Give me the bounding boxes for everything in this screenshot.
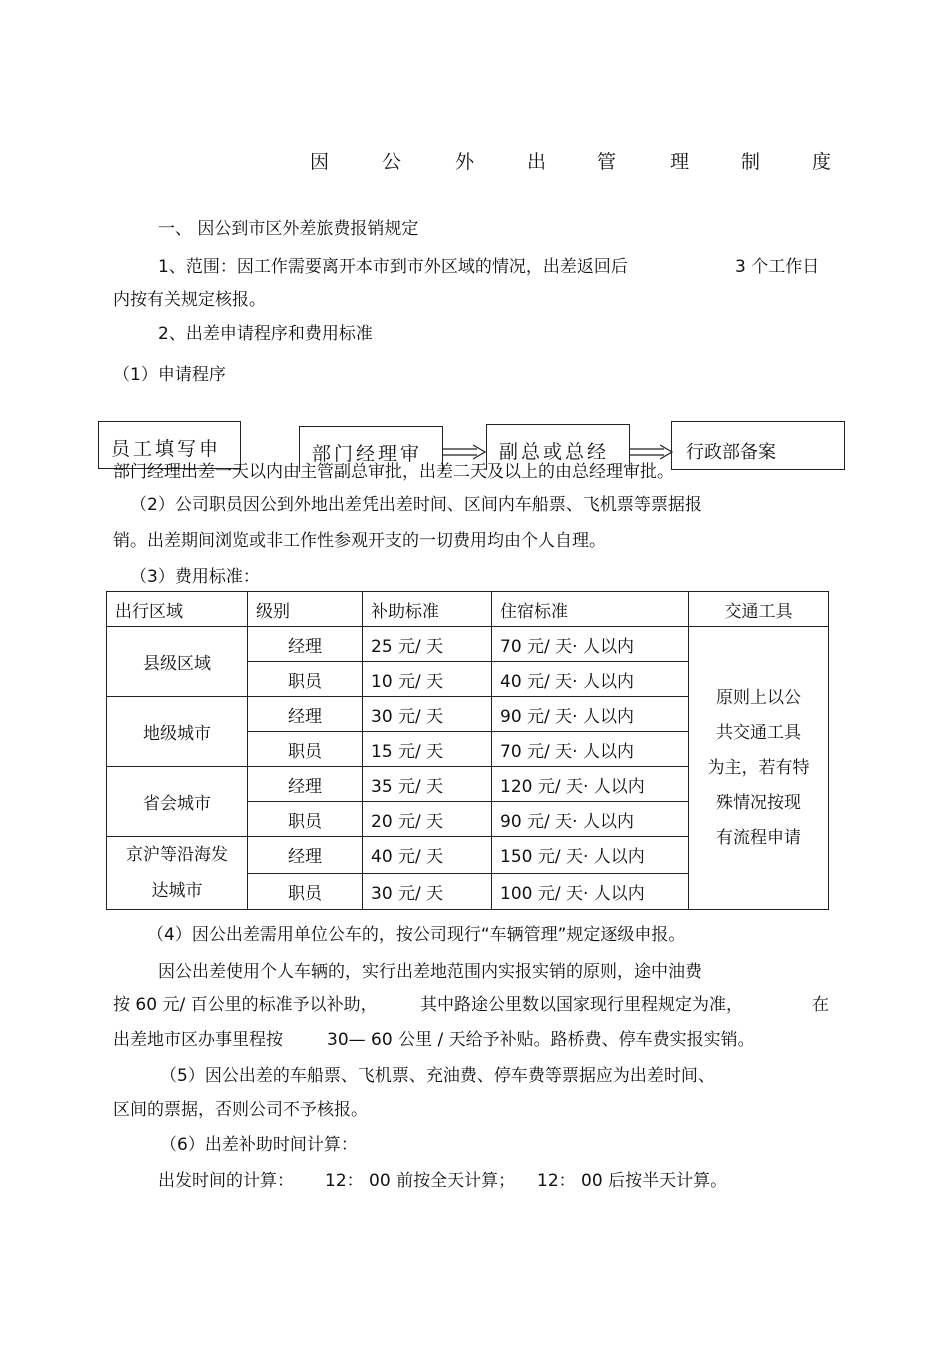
- lodging-cell: 90 元/ 天· 人以内: [492, 802, 689, 837]
- allowance-cell: 35 元/ 天: [363, 767, 492, 802]
- transport-line: 共交通工具: [716, 722, 801, 743]
- fee-standard-table: [106, 591, 829, 910]
- lodging-cell: 100 元/ 天· 人以内: [492, 873, 689, 910]
- sub-4-text: （4）因公出差需用单位公车的，按公司现行“车辆管理”规定逐级申报。: [147, 925, 686, 945]
- lodging-cell: 40 元/ 天· 人以内: [492, 662, 689, 697]
- transport-cell: [689, 627, 829, 910]
- allowance-cell: 25 元/ 天: [363, 627, 492, 662]
- sub-5-line-1: （5）因公出差的车船票、飞机票、充油费、停车费等票据应为出差时间、: [160, 1066, 715, 1086]
- departure-rule-a: 12： 00 前按全天计算；: [325, 1171, 516, 1191]
- level-cell: 职员: [248, 662, 363, 697]
- table-row: [107, 627, 829, 662]
- title-char: 管: [597, 151, 617, 173]
- header-transport: 交通工具: [689, 592, 829, 627]
- departure-label: 出发时间的计算：: [158, 1171, 294, 1191]
- section-heading: 一、 因公到市区外差旅费报销规定: [158, 219, 419, 239]
- allowance-cell: 30 元/ 天: [363, 873, 492, 910]
- approval-note: 部门经理出差一天以内由主管副总审批，出差二天及以上的由总经理审批。: [113, 462, 674, 482]
- level-cell: 职员: [248, 802, 363, 837]
- title-char: 度: [812, 151, 832, 173]
- lodging-cell: 150 元/ 天· 人以内: [492, 837, 689, 874]
- lodging-cell: 90 元/ 天· 人以内: [492, 697, 689, 732]
- region-line: 达城市: [151, 881, 203, 901]
- title-char: 制: [741, 151, 761, 173]
- title-char: 公: [382, 151, 402, 173]
- allowance-cell: 15 元/ 天: [363, 732, 492, 767]
- flow-arrow-icon: [630, 444, 674, 460]
- lodging-cell: 70 元/ 天· 人以内: [492, 732, 689, 767]
- header-allowance: 补助标准: [363, 592, 492, 627]
- region-line: 京沪等沿海发: [126, 845, 228, 865]
- item-2-heading: 2、出差申请程序和费用标准: [158, 324, 373, 344]
- flow-box-label: 部门经理审: [312, 443, 423, 465]
- level-cell: 职员: [248, 873, 363, 910]
- region-cell: 省会城市: [107, 767, 248, 837]
- scope-line-1-end: 3 个工作日: [735, 257, 820, 277]
- flow-box-label: 副总或总经: [499, 441, 610, 463]
- header-region: 出行区域: [107, 592, 248, 627]
- table-header-row: [107, 592, 829, 627]
- allowance-cell: 40 元/ 天: [363, 837, 492, 874]
- private-car-line-1: 因公出差使用个人车辆的，实行出差地范围内实报实销的原则，途中油费: [158, 962, 702, 982]
- flow-box-admin: [671, 421, 845, 470]
- sub-2-line-2: 销。出差期间浏览或非工作性参观开支的一切费用均由个人自理。: [113, 531, 606, 551]
- allowance-cell: 20 元/ 天: [363, 802, 492, 837]
- sub-1-heading: （1）申请程序: [113, 365, 226, 385]
- level-cell: 经理: [248, 767, 363, 802]
- level-cell: 经理: [248, 837, 363, 874]
- private-car-line-3a: 出差地市区办事里程按: [113, 1030, 283, 1050]
- scope-line-1: 1、范围：因工作需要离开本市到市外区域的情况，出差返回后: [158, 257, 628, 277]
- region-cell: [107, 837, 248, 910]
- document-title: [300, 150, 840, 176]
- allowance-cell: 30 元/ 天: [363, 697, 492, 732]
- level-cell: 职员: [248, 732, 363, 767]
- transport-line: 有流程申请: [716, 827, 801, 848]
- title-char: 外: [455, 151, 475, 173]
- sub-5-line-2: 区间的票据，否则公司不予核报。: [113, 1100, 368, 1120]
- private-car-line-2b: 其中路途公里数以国家现行里程规定为准，: [420, 995, 743, 1015]
- transport-line: 原则上以公: [716, 687, 801, 708]
- region-cell: 县级区域: [107, 627, 248, 697]
- private-car-line-3b: 30— 60 公里 / 天给予补贴。路桥费、停车费实报实销。: [327, 1030, 755, 1050]
- header-level: 级别: [248, 592, 363, 627]
- lodging-cell: 70 元/ 天· 人以内: [492, 627, 689, 662]
- private-car-line-2a: 按 60 元/ 百公里的标准予以补助，: [113, 995, 378, 1015]
- lodging-cell: 120 元/ 天· 人以内: [492, 767, 689, 802]
- region-cell: 地级城市: [107, 697, 248, 767]
- level-cell: 经理: [248, 697, 363, 732]
- transport-line: 殊情况按现: [716, 792, 801, 813]
- title-char: 理: [670, 151, 690, 173]
- scope-line-2: 内按有关规定核报。: [113, 290, 266, 310]
- private-car-line-2c: 在: [812, 995, 829, 1015]
- allowance-cell: 10 元/ 天: [363, 662, 492, 697]
- title-char: 出: [527, 151, 547, 173]
- title-char: 因: [310, 151, 330, 173]
- sub-6-heading: （6）出差补助时间计算：: [160, 1135, 358, 1155]
- flow-box-label: 行政部备案: [686, 442, 776, 463]
- sub-3-heading: （3）费用标准：: [130, 567, 260, 587]
- flow-box-label: 员工填写申: [111, 438, 222, 460]
- departure-rule-b: 12： 00 后按半天计算。: [537, 1171, 728, 1191]
- sub-2-line-1: （2）公司职员因公到外地出差凭出差时间、区间内车船票、飞机票等票据报: [130, 495, 702, 515]
- header-lodging: 住宿标准: [492, 592, 689, 627]
- transport-line: 为主，若有特: [707, 757, 810, 778]
- flow-arrow-icon: [443, 444, 487, 460]
- level-cell: 经理: [248, 627, 363, 662]
